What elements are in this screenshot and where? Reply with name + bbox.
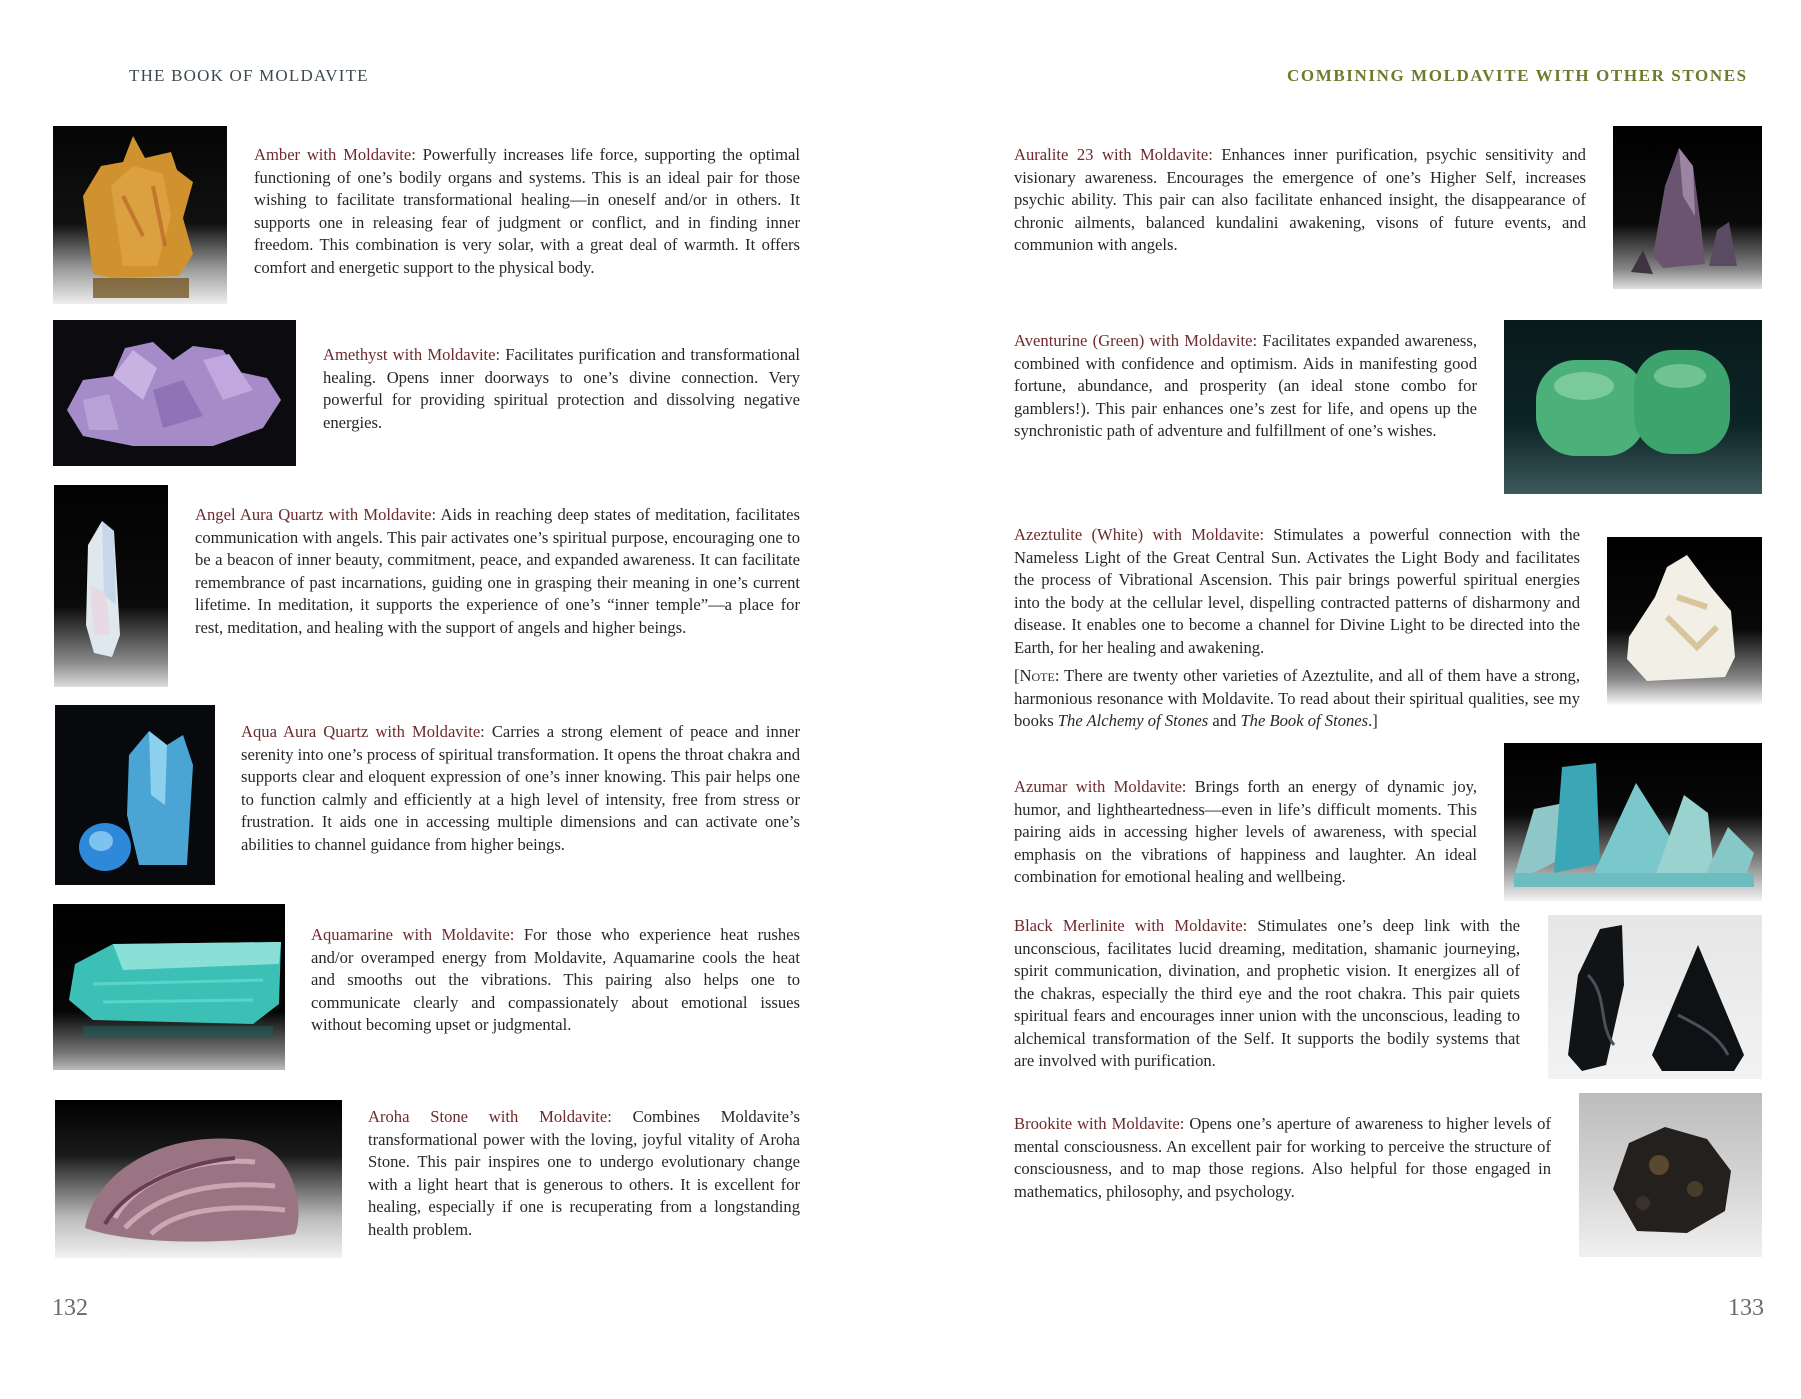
azumar-photo (1504, 743, 1762, 901)
entry-auralite-23 (1014, 144, 1586, 257)
stone-name: Amber with Moldavite: (254, 145, 416, 164)
stone-description: Brings forth an energy of dynamic joy, humor, and lightheartedness—even in life’s difficult moments. This pairing aids in accessing higher levels of awareness, with special emphasis on the vibrations of happiness and laughter. An ideal combination for emotional healing and wellbeing. (1014, 777, 1478, 886)
book-title: The Book of Stones (1240, 711, 1369, 730)
running-head-right: COMBINING MOLDAVITE WITH OTHER STONES (1287, 66, 1748, 85)
stone-description: Stimulates one’s deep link with the unconscious, facilitates lucid dreaming, meditation, shamanic journeying, spirit communication, divination, and prophetic vision. It energizes all of the chakras, especially the third eye and the root chakra. This pair quiets spiritual fears and encourages inner union with the unconscious, leading to alchemical transformation of the Self. It supports the bodily systems that are involved with purification. (1014, 916, 1521, 1070)
aroha-stone-photo (55, 1100, 342, 1258)
stone-description: Carries a strong element of peace and inner serenity into one’s process of spiritual transformation. It opens the throat chakra and supports clear and eloquent expression of one’s inner knowing. This pair helps one to function calmly and efficiently at a high level of intensity, free from stress or frustration. It aids one in accessing multiple dimensions and can activate one’s abilities to channel guidance from higher beings. (241, 722, 801, 854)
stone-description: Powerfully increases life force, supporting the optimal functioning of one’s bodily organs and systems. This is an ideal pair for those wishing to facilitate transformational healing—in oneself and/or in others. It supports one in releasing fear of judgment or conflict, and in finding inner freedom. This combination is very solar, with a great deal of warmth. It offers comfort and energetic support to the physical body. (254, 145, 800, 277)
green-aventurine-photo (1504, 320, 1762, 494)
stone-description: Stimulates a powerful connection with the Nameless Light of the Great Central Sun. Activates the Light Body and facilitates the process of Vibrational Ascension. This pair brings powerful spiritual energies into the body at the cellular level, dispelling contracted patterns of disharmony and disease. It enables one to become a channel for Divine Light to be directed into the Earth, for her healing and awakening. (1014, 525, 1580, 657)
stone-name: Amethyst with Moldavite: (323, 345, 501, 364)
running-head-left: THE BOOK OF MOLDAVITE (129, 66, 369, 85)
aquamarine-photo (53, 904, 285, 1070)
brookite-photo (1579, 1093, 1762, 1257)
entry-white-azeztulite (1014, 524, 1580, 733)
entry-aqua-aura-quartz (241, 721, 800, 856)
stone-description: Combines Moldavite’s transformational power with the loving, joyful vitality of Aroha Stone. This pair inspires one to undergo evolutionary change with a light heart that is generous to others. It is excellent for healing, especially if one is recuperating from a longstanding health problem. (368, 1107, 800, 1239)
entry-brookite (1014, 1113, 1551, 1203)
white-azeztulite-photo (1607, 537, 1762, 705)
stone-description: Opens one’s aperture of awareness to higher levels of mental consciousness. An excellent pair for working to perceive the structure of consciousness, and to map those regions. Also helpful for those engaged in mathematics, philosophy, and psychology. (1014, 1114, 1551, 1201)
black-merlinite-photo (1548, 915, 1762, 1079)
stone-description: Facilitates purification and transformational healing. Opens inner doorways to one’s divine connection. Very powerful for providing spiritual protection and dissolving negative energies. (323, 345, 800, 432)
entry-aquamarine (311, 924, 800, 1037)
angel-aura-quartz-photo (54, 485, 168, 687)
entry-angel-aura-quartz (195, 504, 800, 639)
amethyst-photo (53, 320, 296, 466)
stone-description: Aids in reaching deep states of meditation, facilitates communication with angels. This pair activates one’s spiritual purpose, encouraging one to be a beacon of inner beauty, commitment, peace, and expanded awareness. It can facilitate remembrance of past incarnations, guiding one in grasping their meaning in one’s current lifetime. In meditation, it supports the experience of one’s “inner temple”—a place for rest, meditation, and healing with the support of angels and higher beings. (195, 505, 800, 637)
stone-description: Enhances inner purification, psychic sensitivity and visionary awareness. Encourages the emergence of one’s Higher Self, increases psychic ability. This pair can also facilitate enhanced insight, the disappearance of chronic ailments, balanced kundalini awakening, visons of future events, and communion with angels. (1014, 145, 1586, 254)
stone-name: Aventurine (Green) with Moldavite: (1014, 331, 1258, 350)
stone-description: For those who experience heat rushes and/or overamped energy from Moldavite, Aquamarine cools the heat and smooths out the vibrations. This pairing also helps one to communicate clearly and compassionately about emotional issues without becoming upset or judgmental. (311, 925, 800, 1034)
page-number-left: 132 (52, 1295, 88, 1321)
entry-amber (254, 144, 800, 279)
stone-name: Azumar with Moldavite: (1014, 777, 1187, 796)
entry-amethyst (323, 344, 800, 434)
stone-name: Angel Aura Quartz with Moldavite: (195, 505, 437, 524)
entry-aroha-stone (368, 1106, 800, 1241)
stone-name: Aquamarine with Moldavite: (311, 925, 515, 944)
stone-name: Aqua Aura Quartz with Moldavite: (241, 722, 485, 741)
stone-name: Aroha Stone with Moldavite: (368, 1107, 612, 1126)
stone-name: Black Merlinite with Moldavite: (1014, 916, 1248, 935)
aqua-aura-quartz-photo (55, 705, 215, 885)
book-title: The Alchemy of Stones (1057, 711, 1209, 730)
stone-name: Brookite with Moldavite: (1014, 1114, 1185, 1133)
azeztulite-note: [Note: There are twenty other varieties of Azeztulite, and all of them have a strong, harmonious resonance with Moldavite. To read about their spiritual qualities, see my books The Alchemy of Stones and The Book of Stones.] (1014, 666, 1580, 730)
amber-photo (53, 126, 227, 304)
entry-black-merlinite (1014, 915, 1520, 1073)
entry-green-aventurine (1014, 330, 1477, 443)
stone-description: Facilitates expanded awareness, combined with confidence and optimism. Aids in manifesting good fortune, abundance, and prosperity (an ideal stone combo for gamblers!). This pair enhances one’s zest for life, and opens up the synchronistic path of adventure and fulfillment of one’s wishes. (1014, 331, 1477, 440)
auralite-23-photo (1613, 126, 1762, 289)
entry-azumar (1014, 776, 1477, 889)
stone-name: Azeztulite (White) with Moldavite: (1014, 525, 1265, 544)
page-number-right: 133 (1728, 1295, 1764, 1321)
stone-name: Auralite 23 with Moldavite: (1014, 145, 1213, 164)
